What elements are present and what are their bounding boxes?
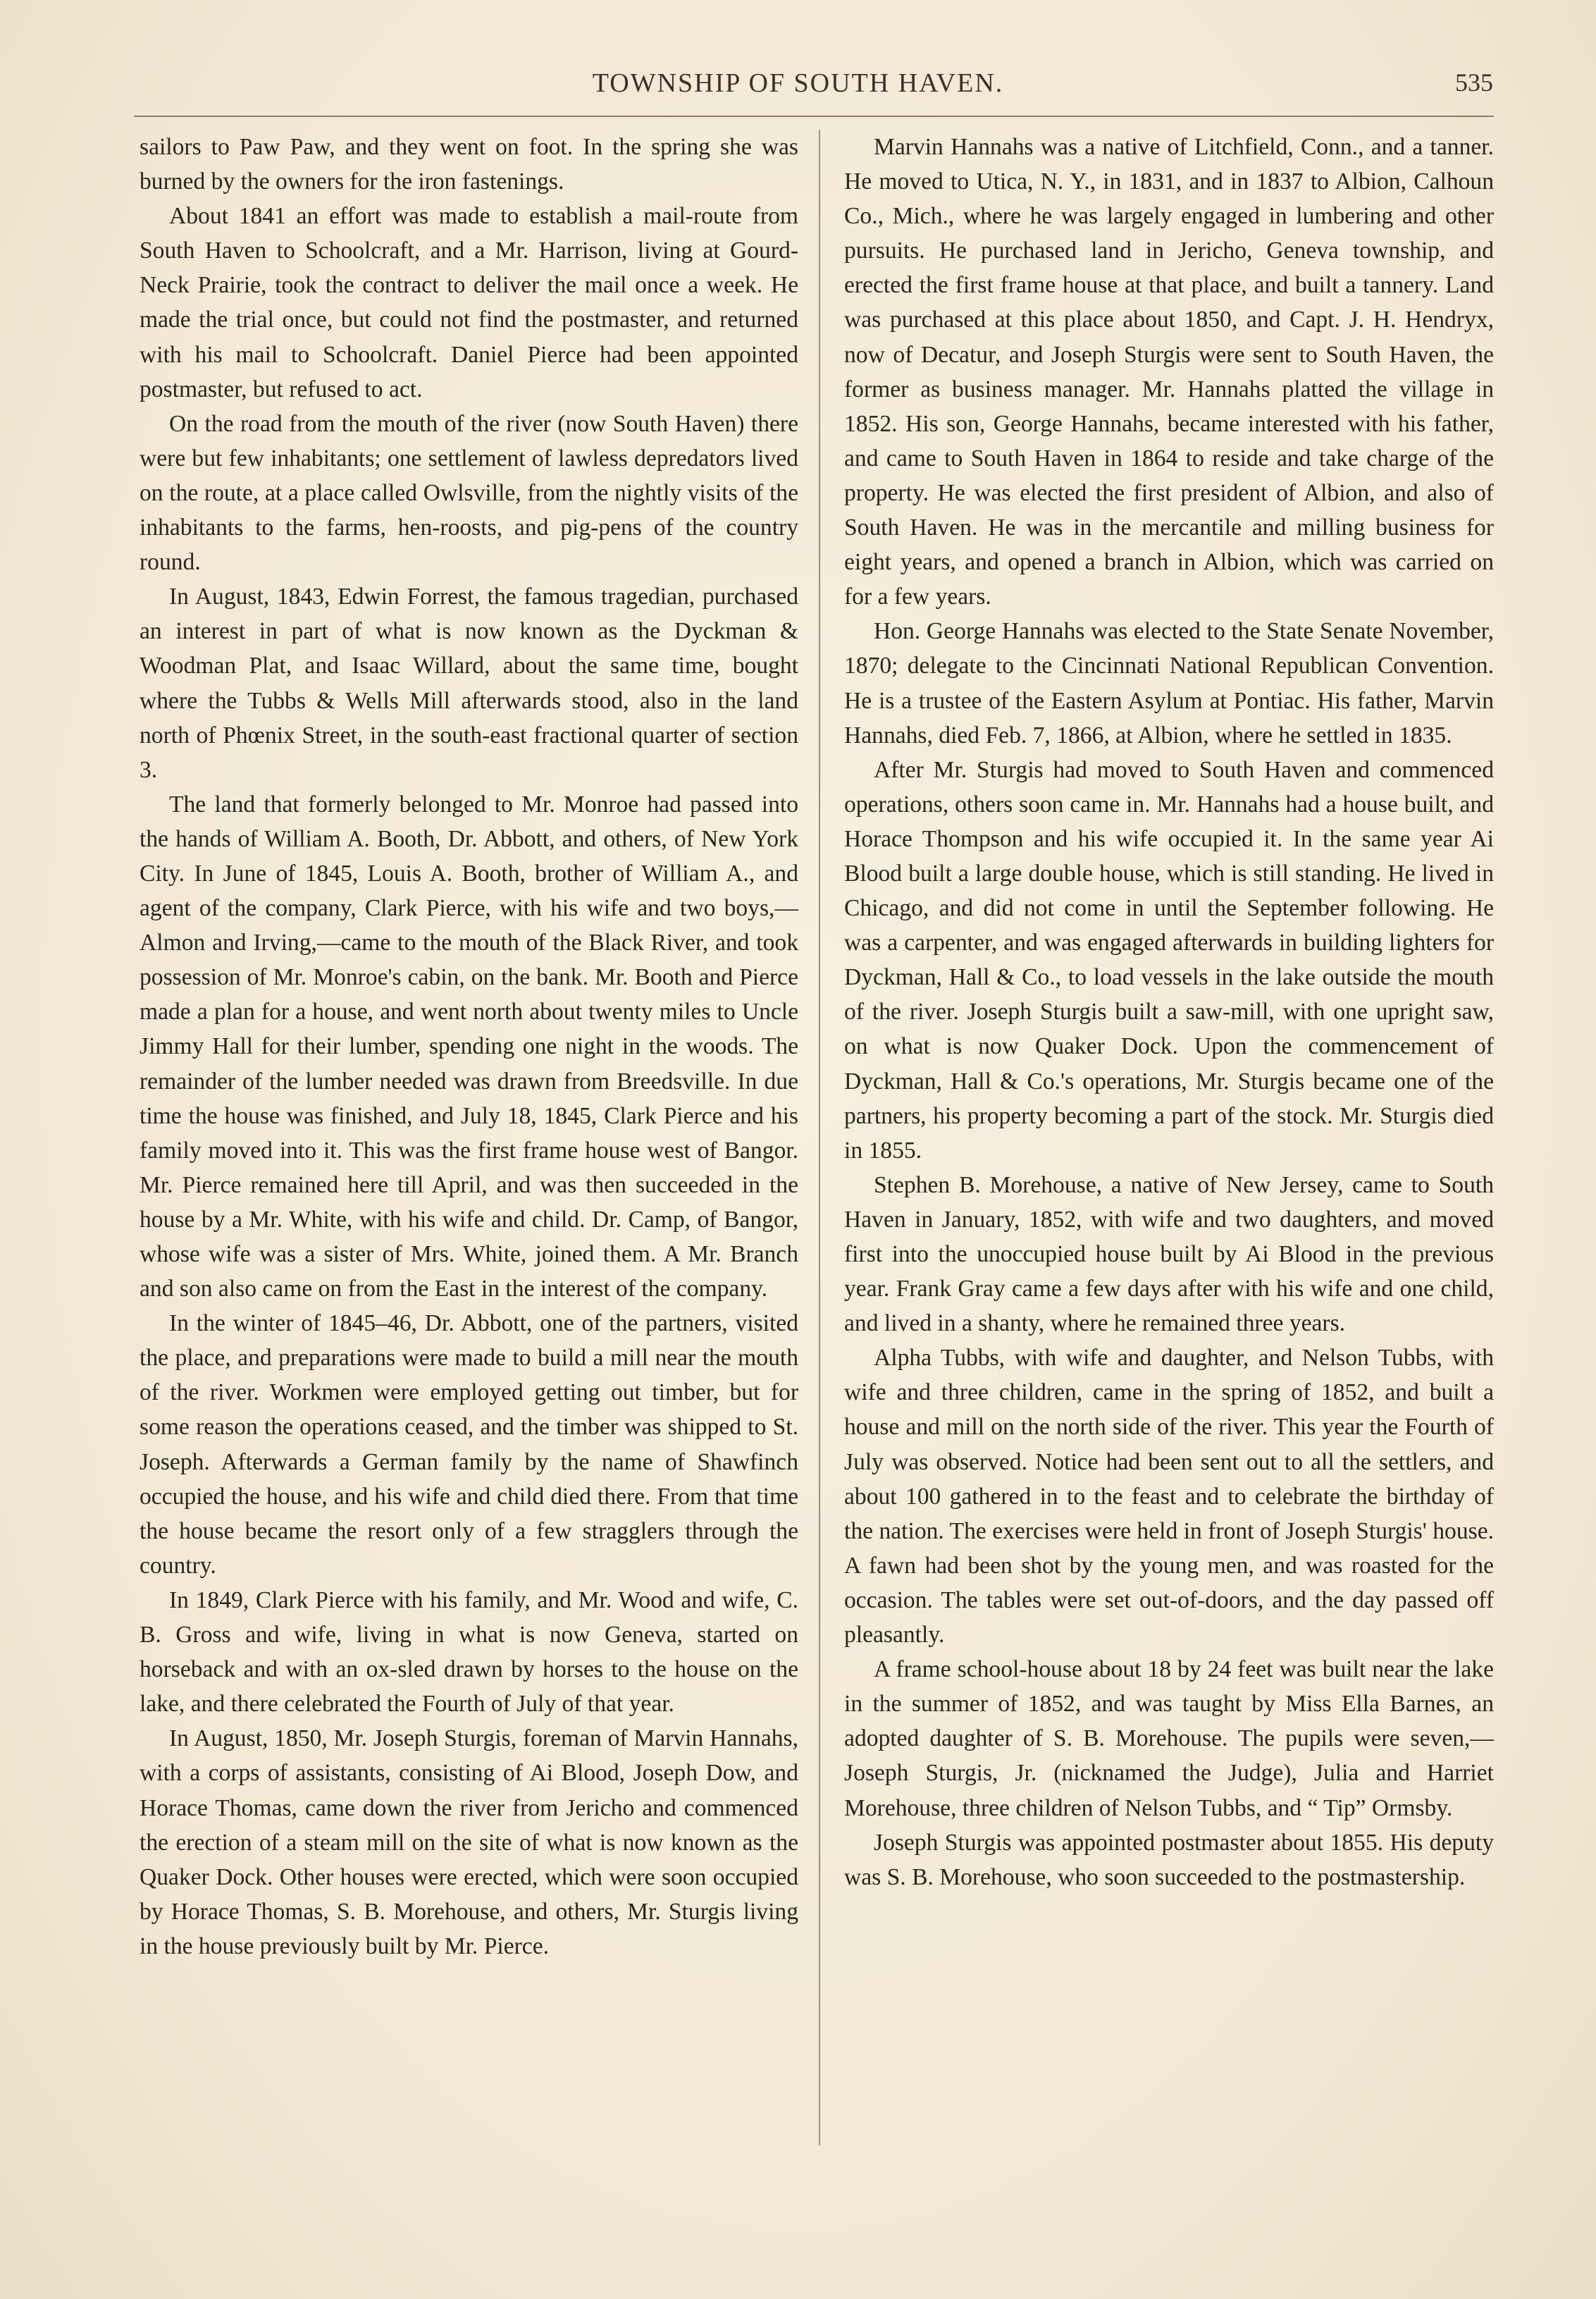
paragraph: In 1849, Clark Pierce with his family, and Mr. Wood and wife, C. B. Gross and wife, living in what is now Geneva, started on horseback and with an ox-sled drawn by horses to the house on the lake, and there celebrated the Fourth of July of that year.	[140, 1586, 798, 1718]
paragraph: After Mr. Sturgis had moved to South Haven and commenced operations, others soon came in. Mr. Hannahs had a house built, and Horace Thompson and his wife occupied it. In the same year Ai Blood built a large double house, which is still standing. He lived in Chicago, and did not come in until the September following. He was a carpenter, and was engaged afterwards in building lighters for Dyckman, Hall & Co., to load vessels in the lake outside the mouth of the river. Joseph Sturgis built a saw-mill, with one upright saw, on what is now Quaker Dock. Upon the commencement of Dyckman, Hall & Co.'s operations, Mr. Sturgis became one of the partners, his property becoming a part of the stock. Mr. Sturgis died in 1855.	[844, 756, 1494, 1164]
page-number: 535	[1455, 68, 1493, 97]
paragraph: Stephen B. Morehouse, a native of New Jersey, came to South Haven in January, 1852, with wife and two daughters, and moved first into the unoccupied house built by Ai Blood in the previous year. Frank Gray came a few days after with his wife and one child, and lived in a shanty, where he remained three years.	[844, 1171, 1494, 1337]
page-title: TOWNSHIP OF SOUTH HAVEN.	[592, 68, 1004, 98]
left-column	[140, 130, 798, 1964]
paragraph: In the winter of 1845–46, Dr. Abbott, one of the partners, visited the place, and preparations were made to build a mill near the mouth of the river. Workmen were employed getting out timber, but for some reason the operations ceased, and the timber was shipped to St. Joseph. Afterwards a German family by the name of Shawfinch occupied the house, and his wife and child died there. From that time the house became the resort only of a few stragglers through the country.	[140, 1310, 798, 1579]
paragraph: In August, 1843, Edwin Forrest, the famous tragedian, purchased an interest in part of what is now known as the Dyckman & Woodman Plat, and Isaac Willard, about the same time, bought where the Tubbs & Wells Mill afterwards stood, also in the land north of Phœnix Street, in the south-east fractional quarter of section 3.	[140, 584, 798, 783]
header-rule	[134, 116, 1494, 117]
paragraph: sailors to Paw Paw, and they went on foot. In the spring she was burned by the owners for the iron fastenings.	[140, 134, 798, 195]
running-head	[0, 68, 1596, 110]
paragraph: About 1841 an effort was made to establish a mail-route from South Haven to Schoolcraft, and a Mr. Harrison, living at Gourd-Neck Prairie, took the contract to deliver the mail once a week. He made the trial once, but could not find the postmaster, and returned with his mail to Schoolcraft. Daniel Pierce had been appointed postmaster, but refused to act.	[140, 203, 798, 402]
paragraph: On the road from the mouth of the river (now South Haven) there were but few inhabitants; one settlement of lawless depredators lived on the route, at a place called Owlsville, from the nightly visits of the inhabitants to the farms, hen-roosts, and pig-pens of the country round.	[140, 410, 798, 576]
paragraph: Marvin Hannahs was a native of Litchfield, Conn., and a tanner. He moved to Utica, N. Y., in 1831, and in 1837 to Albion, Calhoun Co., Mich., where he was largely engaged in lumbering and other pursuits. He purchased land in Jericho, Geneva township, and erected the first frame house at that place, and built a tannery. Land was purchased at this place about 1850, and Capt. J. H. Hendryx, now of Decatur, and Joseph Sturgis were sent to South Haven, the former as business manager. Mr. Hannahs platted the village in 1852. His son, George Hannahs, became interested with his father, and came to South Haven in 1864 to reside and take charge of the property. He was elected the first president of Albion, and also of South Haven. He was in the mercantile and milling business for eight years, and opened a branch in Albion, which was carried on for a few years.	[844, 134, 1494, 610]
paragraph: A frame school-house about 18 by 24 feet was built near the lake in the summer of 1852, and was taught by Miss Ella Barnes, an adopted daughter of S. B. Morehouse. The pupils were seven,—Joseph Sturgis, Jr. (nicknamed the Judge), Julia and Harriet Morehouse, three children of Nelson Tubbs, and “ Tip” Ormsby.	[844, 1656, 1494, 1821]
paragraph: Alpha Tubbs, with wife and daughter, and Nelson Tubbs, with wife and three children, came in the spring of 1852, and built a house and mill on the north side of the river. This year the Fourth of July was observed. Notice had been sent out to all the settlers, and about 100 gathered in to the feast and to celebrate the birthday of the nation. The exercises were held in front of Joseph Sturgis' house. A fawn had been shot by the young men, and was roasted for the occasion. The tables were set out-of-doors, and the day passed off pleasantly.	[844, 1345, 1494, 1648]
paragraph: Hon. George Hannahs was elected to the State Senate November, 1870; delegate to the Cincinnati National Republican Convention. He is a trustee of the Eastern Asylum at Pontiac. His father, Marvin Hannahs, died Feb. 7, 1866, at Albion, where he settled in 1835.	[844, 618, 1494, 748]
paragraph: The land that formerly belonged to Mr. Monroe had passed into the hands of William A. Booth, Dr. Abbott, and others, of New York City. In June of 1845, Louis A. Booth, brother of William A., and agent of the company, Clark Pierce, with his wife and two boys,—Almon and Irving,—came to the mouth of the Black River, and took possession of Mr. Monroe's cabin, on the bank. Mr. Booth and Pierce made a plan for a house, and went north about twenty miles to Uncle Jimmy Hall for their lumber, spending one night in the woods. The remainder of the lumber needed was drawn from Breedsville. In due time the house was finished, and July 18, 1845, Clark Pierce and his family moved into it. This was the first frame house west of Bangor. Mr. Pierce remained here till April, and was then succeeded in the house by a Mr. White, with his wife and child. Dr. Camp, of Bangor, whose wife was a sister of Mrs. White, joined them. A Mr. Branch and son also came on from the East in the interest of the company.	[140, 791, 798, 1302]
right-column	[844, 130, 1494, 1894]
paragraph: Joseph Sturgis was appointed postmaster about 1855. His deputy was S. B. Morehouse, who soon succeeded to the postmastership.	[844, 1829, 1494, 1890]
column-divider	[819, 130, 820, 2145]
paragraph: In August, 1850, Mr. Joseph Sturgis, foreman of Marvin Hannahs, with a corps of assistants, consisting of Ai Blood, Joseph Dow, and Horace Thomas, came down the river from Jericho and commenced the erection of a steam mill on the site of what is now known as the Quaker Dock. Other houses were erected, which were soon occupied by Horace Thomas, S. B. Morehouse, and others, Mr. Sturgis living in the house previously built by Mr. Pierce.	[140, 1725, 798, 1959]
